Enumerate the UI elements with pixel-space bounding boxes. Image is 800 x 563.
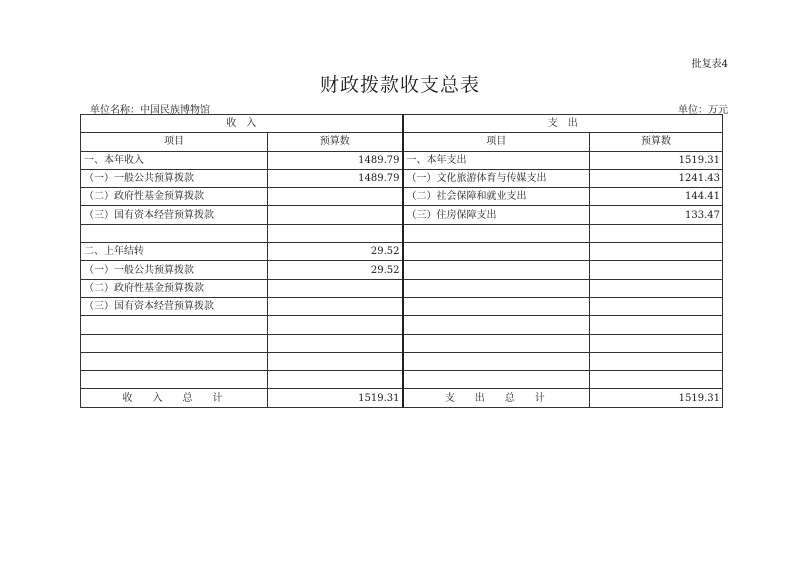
expense-item-cell: [403, 316, 590, 334]
income-amount-cell: 1489.79: [268, 151, 403, 169]
income-item-cell: （二）政府性基金预算拨款: [81, 188, 268, 206]
income-amount-cell: 1489.79: [268, 169, 403, 187]
form-code: 批复表4: [691, 59, 728, 70]
income-item-header: 项目: [81, 133, 268, 151]
table-row: [81, 316, 723, 334]
income-item-cell: [81, 352, 268, 370]
column-header-row: [81, 133, 723, 151]
income-item-cell: 一、本年收入: [81, 151, 268, 169]
expense-section-header: 支 出: [403, 115, 723, 133]
expense-amount-cell: [590, 352, 723, 370]
income-item-cell: [81, 316, 268, 334]
expense-amount-cell: 144.41: [590, 188, 723, 206]
expense-item-cell: （二）社会保障和就业支出: [403, 188, 590, 206]
income-total-label: 收入总计: [81, 389, 268, 407]
expense-amount-cell: [590, 371, 723, 389]
expense-item-cell: 一、本年支出: [403, 151, 590, 169]
table-row: [81, 169, 723, 187]
expense-item-cell: [403, 261, 590, 279]
table-row: [81, 206, 723, 224]
income-item-cell: 二、上年结转: [81, 243, 268, 261]
expense-item-cell: [403, 371, 590, 389]
table-row: [81, 297, 723, 315]
expense-item-cell: （三）住房保障支出: [403, 206, 590, 224]
page-title: 财政拨款收支总表: [319, 74, 480, 96]
table-row: [81, 334, 723, 352]
expense-total-label: 支出总计: [403, 389, 590, 407]
expense-item-cell: [403, 297, 590, 315]
income-amount-cell: [268, 316, 403, 334]
expense-amount-cell: [590, 297, 723, 315]
income-item-cell: [81, 371, 268, 389]
expense-amount-cell: [590, 334, 723, 352]
expense-amount-cell: [590, 261, 723, 279]
unit-name: 单位名称：中国民族博物馆: [90, 105, 210, 116]
expense-item-cell: [403, 243, 590, 261]
expense-amount-cell: 1519.31: [590, 151, 723, 169]
table-row: [81, 224, 723, 242]
income-item-cell: （一）一般公共预算拨款: [81, 261, 268, 279]
income-item-cell: （一）一般公共预算拨款: [81, 169, 268, 187]
expense-item-cell: [403, 279, 590, 297]
income-amount-cell: [268, 188, 403, 206]
income-item-cell: [81, 334, 268, 352]
income-item-cell: （三）国有资本经营预算拨款: [81, 297, 268, 315]
income-amount-cell: [268, 352, 403, 370]
table-row: [81, 371, 723, 389]
table-row: [81, 279, 723, 297]
expense-budget-header: 预算数: [590, 133, 723, 151]
table-row: [81, 151, 723, 169]
expense-amount-cell: 133.47: [590, 206, 723, 224]
income-item-cell: （二）政府性基金预算拨款: [81, 279, 268, 297]
income-item-cell: （三）国有资本经营预算拨款: [81, 206, 268, 224]
income-amount-cell: [268, 371, 403, 389]
expense-item-cell: [403, 352, 590, 370]
expense-amount-cell: [590, 224, 723, 242]
expense-amount-cell: [590, 279, 723, 297]
section-header-row: [81, 115, 723, 133]
expense-amount-cell: 1241.43: [590, 169, 723, 187]
table-row: [81, 243, 723, 261]
expense-amount-cell: [590, 316, 723, 334]
income-amount-cell: [268, 297, 403, 315]
budget-table: [80, 114, 723, 408]
expense-item-cell: [403, 334, 590, 352]
income-amount-cell: [268, 224, 403, 242]
expense-amount-cell: [590, 243, 723, 261]
income-amount-cell: 29.52: [268, 261, 403, 279]
income-amount-cell: [268, 206, 403, 224]
income-item-cell: [81, 224, 268, 242]
income-section-header: 收 入: [81, 115, 403, 133]
table-row: [81, 352, 723, 370]
currency-unit: 单位：万元: [678, 105, 728, 116]
table-row: [81, 261, 723, 279]
expense-item-cell: （一）文化旅游体育与传媒支出: [403, 169, 590, 187]
income-amount-cell: 29.52: [268, 243, 403, 261]
expense-item-cell: [403, 224, 590, 242]
income-total-amount: 1519.31: [268, 389, 403, 407]
expense-total-amount: 1519.31: [590, 389, 723, 407]
total-row: [81, 389, 723, 407]
expense-item-header: 项目: [403, 133, 590, 151]
income-amount-cell: [268, 334, 403, 352]
table-row: [81, 188, 723, 206]
income-budget-header: 预算数: [268, 133, 403, 151]
income-amount-cell: [268, 279, 403, 297]
